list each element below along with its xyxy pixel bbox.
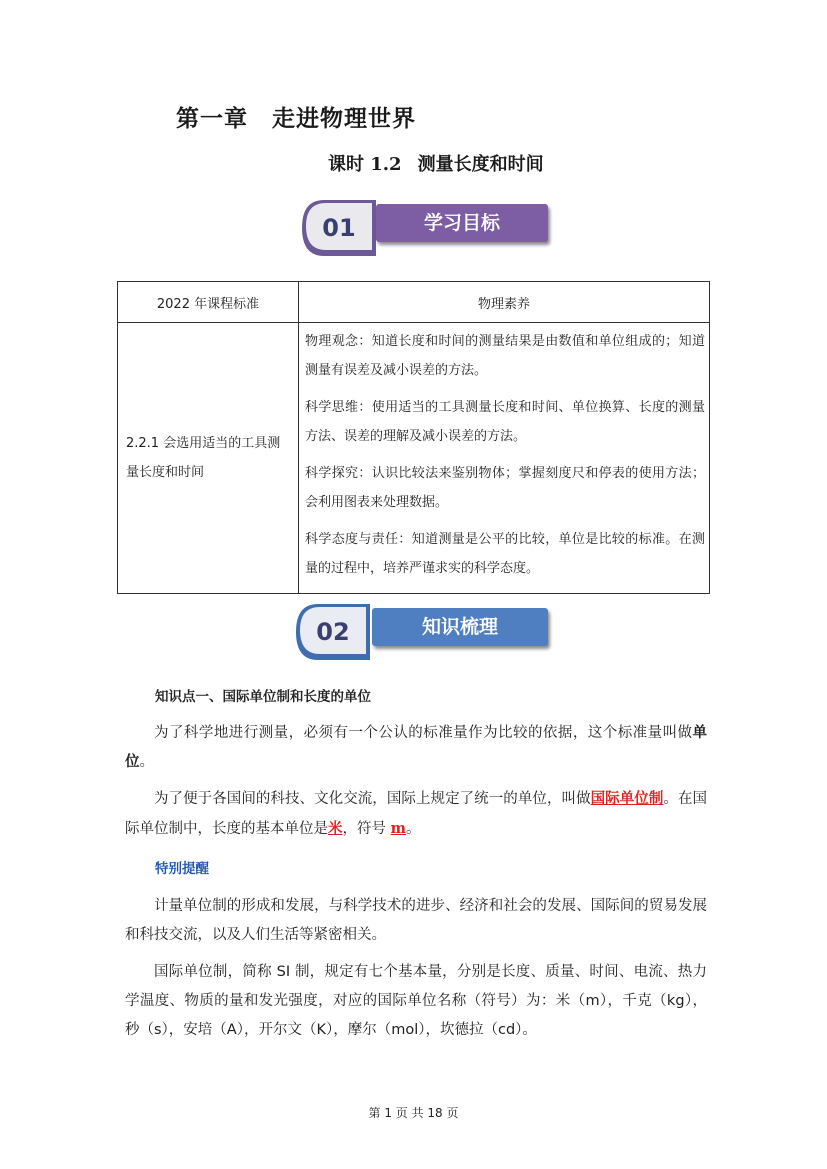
reminder-title: 特别提醒 <box>155 861 209 877</box>
term-unit: 单位 <box>125 725 707 770</box>
paragraph-punct: 。 <box>405 821 421 837</box>
term-si: 国际单位制 <box>590 791 664 807</box>
lesson-title <box>328 150 544 176</box>
table-row <box>118 323 710 594</box>
chapter-prefix: 第一章 <box>176 105 248 132</box>
paragraph-text: ，符号 <box>342 821 391 837</box>
lesson-prefix: 课时 1.2 <box>328 154 402 175</box>
paragraph-si-base-quantities: 国际单位制，简称 SI 制，规定有七个基本量，分别是长度、质量、时间、电流、热力学温度、物质的量和发光强度，对应的国际单位名称（符号）为：米（m），千克（kg），秒（s），安培（A），开尔文（K），摩尔（mol），坎德拉（cd）。 <box>125 964 707 1038</box>
paragraph-punct: 。 <box>139 754 154 770</box>
term-meter: 米 <box>328 821 343 837</box>
paragraph-text: 为了便于各国间的科技、文化交流，国际上规定了统一的单位，叫做 <box>154 791 591 807</box>
paragraph-text: 。在国际单位制中，长度的基本单位是 <box>125 791 708 837</box>
page-footer: 第 1 页 共 18 页 <box>368 1106 459 1120</box>
paragraph-unit-system-history: 计量单位制的形成和发展，与科学技术的进步、经济和社会的发展、国际间的贸易发展和科技交流，以及人们生活等紧密相关。 <box>125 898 707 943</box>
chapter-name: 走进物理世界 <box>272 105 416 132</box>
lesson-name: 测量长度和时间 <box>417 154 544 175</box>
section-number: 02 <box>316 618 350 646</box>
paragraph-text: 为了科学地进行测量，必须有一个公认的标准量作为比较的依据，这个标准量叫做 <box>154 725 693 741</box>
standard-cell: 2.2.1 会选用适当的工具测量长度和时间 <box>118 323 299 594</box>
section-badge-knowledge <box>296 604 554 660</box>
literacy-cell <box>299 323 710 594</box>
section-badge-objectives <box>302 200 552 256</box>
literacy-scientific-thinking: 科学思维：使用适当的工具测量长度和时间、单位换算、长度的测量方法、误差的理解及减小误差的方法。 <box>305 400 705 444</box>
section-label: 学习目标 <box>376 204 548 242</box>
section-number: 01 <box>322 214 356 242</box>
header-literacy: 物理素养 <box>299 282 710 323</box>
literacy-attitude-responsibility: 科学态度与责任：知道测量是公平的比较，单位是比较的标准。在测量的过程中，培养严谨求实的科学态度。 <box>305 532 705 576</box>
paragraph-si-system <box>125 785 707 844</box>
header-standard: 2022 年课程标准 <box>118 282 299 323</box>
knowledge-point-title: 知识点一、国际单位制和长度的单位 <box>155 689 371 705</box>
table-header-row <box>118 282 710 323</box>
literacy-scientific-inquiry: 科学探究：认识比较法来鉴别物体；掌握刻度尺和停表的使用方法；会利用图表来处理数据。 <box>305 466 705 510</box>
term-meter-symbol: m <box>390 820 406 837</box>
objectives-table <box>117 281 710 594</box>
knowledge-content <box>125 683 707 1045</box>
paragraph-unit-definition <box>125 719 707 777</box>
section-label: 知识梳理 <box>372 608 548 646</box>
literacy-physics-concept: 物理观念：知道长度和时间的测量结果是由数值和单位组成的；知道测量有误差及减小误差的方法。 <box>305 334 705 378</box>
chapter-title <box>176 100 416 133</box>
